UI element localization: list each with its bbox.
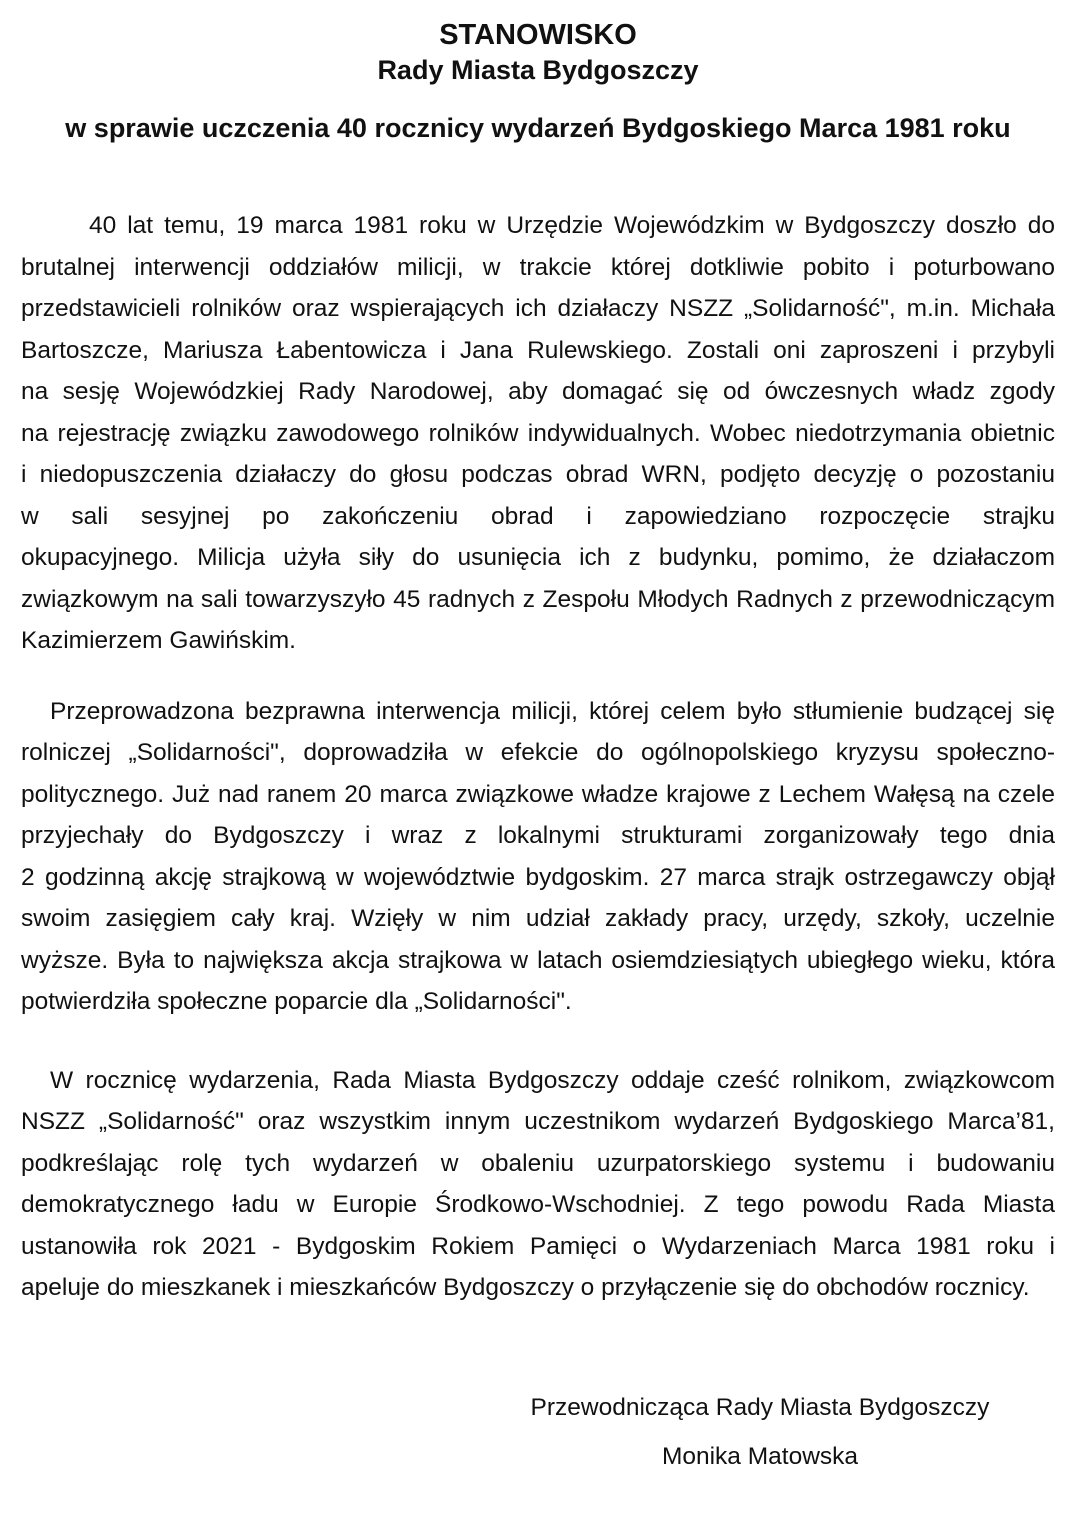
signature-role: Przewodnicząca Rady Miasta Bydgoszczy	[530, 1393, 990, 1421]
paragraph-2	[21, 691, 1055, 1023]
text-line: 2 godzinną akcję strajkową w województwie bydgoskim. 27 marca strajk ostrzegawczy objął	[21, 863, 1055, 891]
text-line: wyższe. Była to największa akcja strajkowa w latach osiemdziesiątych ubiegłego wieku, która	[21, 946, 1055, 974]
paragraph-3	[21, 1060, 1055, 1309]
text-line: potwierdziła społeczne poparcie dla „Solidarności".	[21, 988, 572, 1015]
text-line: okupacyjnego. Milicja użyła siły do usunięcia ich z budynku, pomimo, że działaczom	[21, 544, 1055, 571]
text-line: brutalnej interwencji oddziałów milicji, w trakcie której dotkliwie pobito i poturbowano	[21, 253, 1055, 281]
text-line: i niedopuszczenia działaczy do głosu podczas obrad WRN, podjęto decyzję o pozostaniu	[21, 461, 1055, 488]
text-line: ustanowiła rok 2021 - Bydgoskim Rokiem Pamięci o Wydarzeniach Marca 1981 roku i	[21, 1232, 1055, 1260]
text-line: demokratycznego ładu w Europie Środkowo-Wschodniej. Z tego powodu Rada Miasta	[21, 1191, 1055, 1218]
text-line: 40 lat temu, 19 marca 1981 roku w Urzędzie Wojewódzkim w Bydgoszczy doszło do	[89, 212, 1055, 239]
text-line: rolniczej „Solidarności", doprowadziła w efekcie do ogólnopolskiego kryzysu społeczno-	[21, 739, 1055, 766]
text-line: na rejestrację związku zawodowego rolników indywidualnych. Wobec niedotrzymania obietnic	[21, 419, 1055, 447]
text-line: Przeprowadzona bezprawna interwencja milicji, której celem było stłumienie budzącej się	[50, 697, 1055, 725]
text-line: swoim zasięgiem cały kraj. Wzięły w nim udział zakłady pracy, urzędy, szkoły, uczelnie	[21, 905, 1055, 932]
text-line: apeluje do mieszkanek i mieszkańców Bydgoszczy o przyłączenie się do obchodów rocznicy.	[21, 1274, 1030, 1301]
text-line: Kazimierzem Gawińskim.	[21, 627, 296, 654]
text-line: Bartoszcze, Mariusza Łabentowicza i Jana Rulewskiego. Zostali oni zaproszeni i przybyli	[21, 336, 1055, 364]
document-subject: w sprawie uczczenia 40 rocznicy wydarzeń Bydgoskiego Marca 1981 roku	[65, 113, 1011, 143]
text-line: związkowym na sali towarzyszyło 45 radnych z Zespołu Młodych Radnych z przewodniczącym	[21, 585, 1055, 613]
text-line: przyjechały do Bydgoszczy i wraz z lokalnymi strukturami zorganizowały tego dnia	[21, 822, 1055, 849]
text-line: w sali sesyjnej po zakończeniu obrad i zapowiedziano rozpoczęcie strajku	[21, 502, 1055, 530]
text-line: na sesję Wojewódzkiej Rady Narodowej, aby domagać się od ówczesnych władz zgody	[21, 378, 1055, 405]
text-line: politycznego. Już nad ranem 20 marca związkowe władze krajowe z Lechem Wałęsą na czele	[21, 780, 1055, 808]
signature-block	[486, 1387, 1034, 1478]
paragraph-1	[21, 205, 1055, 662]
text-line: przedstawicieli rolników oraz wspierających ich działaczy NSZZ „Solidarność", m.in. Michała	[21, 295, 1055, 322]
text-line: NSZZ „Solidarność" oraz wszystkim innym uczestnikom wydarzeń Bydgoskiego Marca’81,	[21, 1108, 1055, 1135]
text-line: W rocznicę wydarzenia, Rada Miasta Bydgoszczy oddaje cześć rolnikom, związkowcom	[50, 1066, 1055, 1094]
document-title: STANOWISKO	[439, 19, 637, 51]
signature-name: Monika Matowska	[661, 1443, 859, 1470]
text-line: podkreślając rolę tych wydarzeń w obaleniu uzurpatorskiego systemu i budowaniu	[21, 1149, 1055, 1177]
document-organization: Rady Miasta Bydgoszczy	[377, 55, 699, 85]
